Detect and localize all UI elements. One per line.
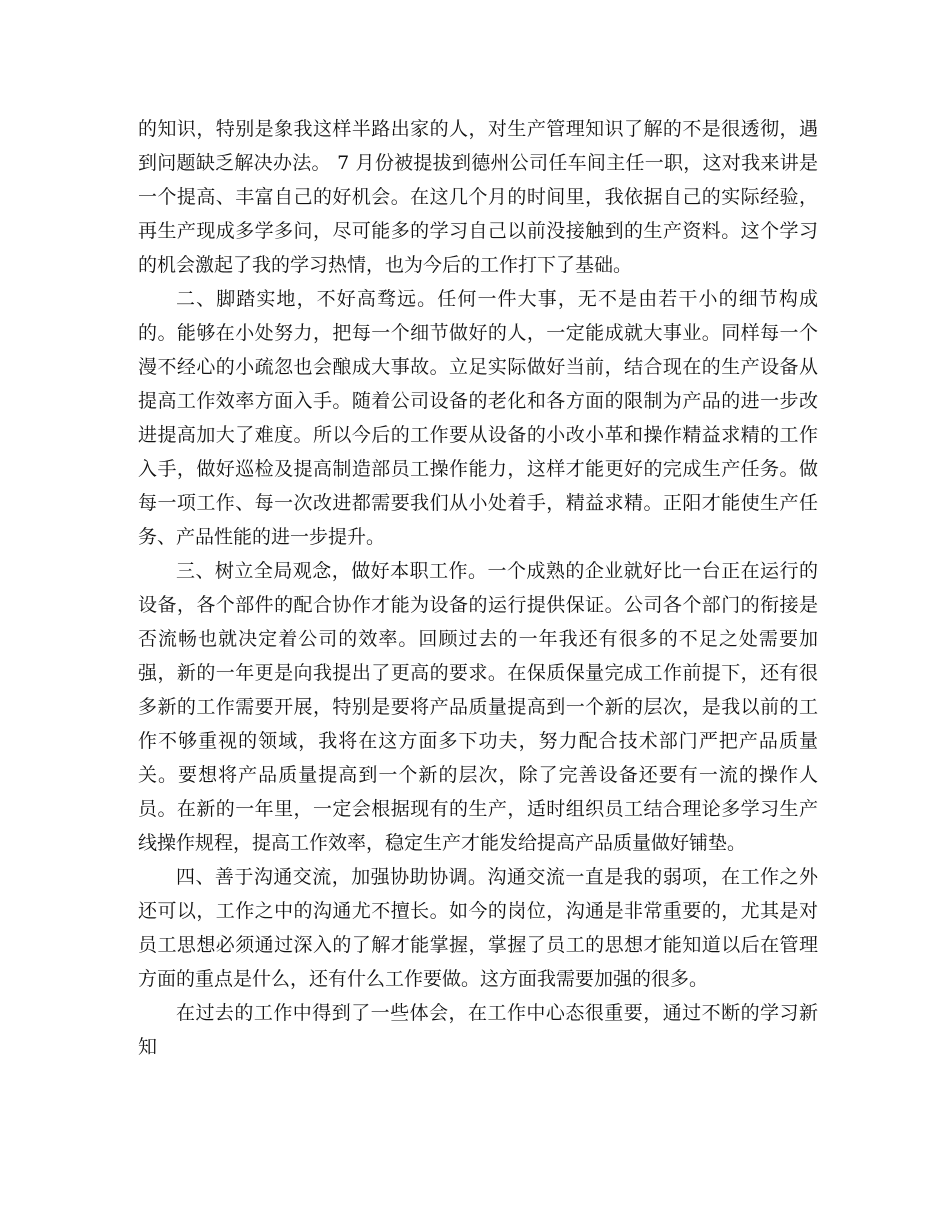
- paragraph-summary: 在过去的工作中得到了一些体会，在工作中心态很重要，通过不断的学习新知: [138, 1002, 818, 1058]
- document-body: [138, 112, 818, 1064]
- paragraph-continuation: 的知识，特别是象我这样半路出家的人，对生产管理知识了解的不是很透彻，遇到问题缺乏解决办法。 7 月份被提拔到德州公司任车间主任一职，这对我来讲是一个提高、丰富自己的好机会。在这几个月的时间里，我依据自己的实际经验，再生产现成多学多问，尽可能多的学习自己以前没接触到的生产资料。这个学习的机会激起了我的学习热情，也为今后的工作打下了基础。: [138, 118, 818, 276]
- paragraph-section-four: 四、善于沟通交流，加强协助协调。沟通交流一直是我的弱项，在工作之外还可以，工作之中的沟通尤不擅长。如今的岗位，沟通是非常重要的，尤其是对员工思想必须通过深入的了解才能掌握，掌握了员工的思想才能知道以后在管理方面的重点是什么，还有什么工作要做。这方面我需要加强的很多。: [138, 866, 818, 990]
- paragraph-section-three: 三、树立全局观念，做好本职工作。一个成熟的企业就好比一台正在运行的设备，各个部件的配合协作才能为设备的运行提供保证。公司各个部门的衔接是否流畅也就决定着公司的效率。回顾过去的一年我还有很多的不足之处需要加强，新的一年更是向我提出了更高的要求。在保质保量完成工作前提下，还有很多新的工作需要开展，特别是要将产品质量提高到一个新的层次，是我以前的工作不够重视的领域，我将在这方面多下功夫，努力配合技术部门严把产品质量关。要想将产品质量提高到一个新的层次，除了完善设备还要有一流的操作人员。在新的一年里，一定会根据现有的生产，适时组织员工结合理论多学习生产线操作规程，提高工作效率，稳定生产才能发给提高产品质量做好铺垫。: [138, 560, 818, 854]
- paragraph-section-two: 二、脚踏实地，不好高骛远。任何一件大事，无不是由若干小的细节构成的。能够在小处努力，把每一个细节做好的人，一定能成就大事业。同样每一个漫不经心的小疏忽也会酿成大事故。立足实际做好当前，结合现在的生产设备从提高工作效率方面入手。随着公司设备的老化和各方面的限制为产品的进一步改进提高加大了难度。所以今后的工作要从设备的小改小革和操作精益求精的工作入手，做好巡检及提高制造部员工操作能力，这样才能更好的完成生产任务。做每一项工作、每一次改进都需要我们从小处着手，精益求精。正阳才能使生产任务、产品性能的进一步提升。: [138, 288, 818, 548]
